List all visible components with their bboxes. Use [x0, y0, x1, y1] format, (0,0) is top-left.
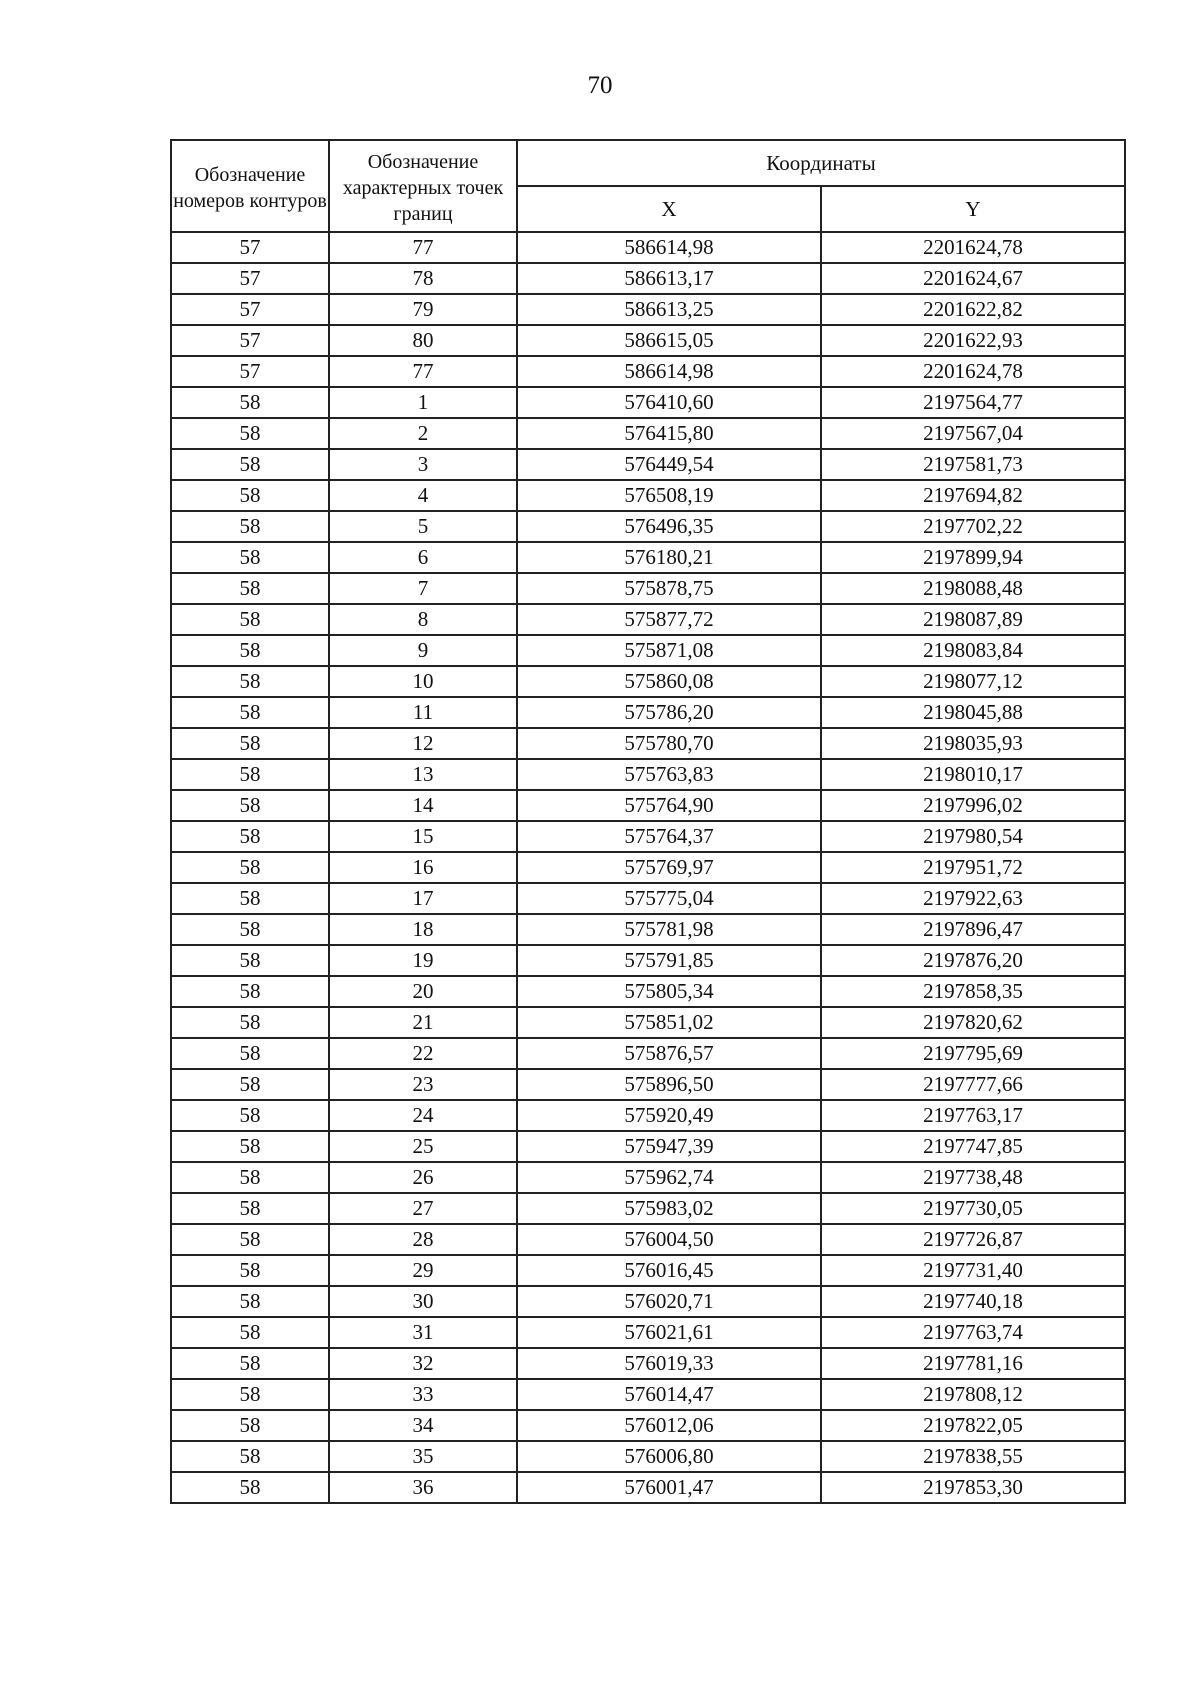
cell-point: 5: [329, 511, 517, 542]
cell-point: 13: [329, 759, 517, 790]
cell-y: 2198083,84: [821, 635, 1125, 666]
cell-contour: 58: [171, 418, 329, 449]
cell-x: 576019,33: [517, 1348, 821, 1379]
cell-contour: 58: [171, 852, 329, 883]
cell-y: 2198077,12: [821, 666, 1125, 697]
cell-y: 2197726,87: [821, 1224, 1125, 1255]
cell-y: 2198088,48: [821, 573, 1125, 604]
table-row: [171, 1007, 1125, 1038]
cell-y: 2197899,94: [821, 542, 1125, 573]
table-row: [171, 1131, 1125, 1162]
cell-point: 77: [329, 232, 517, 263]
cell-point: 28: [329, 1224, 517, 1255]
table-row: [171, 1255, 1125, 1286]
cell-point: 23: [329, 1069, 517, 1100]
table-row: [171, 294, 1125, 325]
cell-x: 575769,97: [517, 852, 821, 883]
cell-contour: 58: [171, 1348, 329, 1379]
table-row: [171, 697, 1125, 728]
cell-x: 586614,98: [517, 232, 821, 263]
table-row: [171, 325, 1125, 356]
cell-point: 4: [329, 480, 517, 511]
cell-point: 21: [329, 1007, 517, 1038]
header-x: X: [517, 186, 821, 232]
cell-point: 1: [329, 387, 517, 418]
table-row: [171, 356, 1125, 387]
cell-contour: 58: [171, 542, 329, 573]
cell-contour: 58: [171, 666, 329, 697]
table-row: [171, 1441, 1125, 1472]
cell-y: 2201622,93: [821, 325, 1125, 356]
cell-x: 576020,71: [517, 1286, 821, 1317]
cell-y: 2201622,82: [821, 294, 1125, 325]
cell-contour: 58: [171, 1286, 329, 1317]
cell-y: 2197781,16: [821, 1348, 1125, 1379]
coordinates-table: [170, 139, 1126, 1504]
table-row: [171, 914, 1125, 945]
table-row: [171, 1472, 1125, 1503]
cell-y: 2197980,54: [821, 821, 1125, 852]
cell-point: 31: [329, 1317, 517, 1348]
cell-x: 586613,25: [517, 294, 821, 325]
cell-y: 2197730,05: [821, 1193, 1125, 1224]
cell-y: 2198010,17: [821, 759, 1125, 790]
table-row: [171, 449, 1125, 480]
table-row: [171, 604, 1125, 635]
table-row: [171, 1224, 1125, 1255]
table-row: [171, 666, 1125, 697]
cell-x: 575878,75: [517, 573, 821, 604]
cell-x: 575851,02: [517, 1007, 821, 1038]
cell-x: 575877,72: [517, 604, 821, 635]
table-row: [171, 728, 1125, 759]
cell-y: 2197876,20: [821, 945, 1125, 976]
cell-contour: 57: [171, 232, 329, 263]
cell-point: 9: [329, 635, 517, 666]
cell-x: 575781,98: [517, 914, 821, 945]
cell-x: 575764,90: [517, 790, 821, 821]
table-row: [171, 542, 1125, 573]
cell-x: 575791,85: [517, 945, 821, 976]
page-number: 70: [587, 72, 613, 99]
cell-point: 80: [329, 325, 517, 356]
table-row: [171, 1162, 1125, 1193]
cell-y: 2197777,66: [821, 1069, 1125, 1100]
cell-contour: 58: [171, 976, 329, 1007]
cell-y: 2201624,78: [821, 232, 1125, 263]
cell-y: 2197738,48: [821, 1162, 1125, 1193]
cell-y: 2197763,74: [821, 1317, 1125, 1348]
cell-y: 2201624,67: [821, 263, 1125, 294]
cell-point: 30: [329, 1286, 517, 1317]
cell-y: 2197702,22: [821, 511, 1125, 542]
table-row: [171, 1038, 1125, 1069]
table-row: [171, 1100, 1125, 1131]
cell-point: 6: [329, 542, 517, 573]
cell-x: 575871,08: [517, 635, 821, 666]
cell-contour: 58: [171, 883, 329, 914]
cell-y: 2197747,85: [821, 1131, 1125, 1162]
cell-x: 575780,70: [517, 728, 821, 759]
cell-x: 575920,49: [517, 1100, 821, 1131]
cell-contour: 57: [171, 325, 329, 356]
cell-point: 22: [329, 1038, 517, 1069]
cell-x: 576410,60: [517, 387, 821, 418]
cell-contour: 58: [171, 1038, 329, 1069]
cell-contour: 58: [171, 1193, 329, 1224]
cell-point: 10: [329, 666, 517, 697]
table-row: [171, 387, 1125, 418]
cell-y: 2197853,30: [821, 1472, 1125, 1503]
cell-point: 35: [329, 1441, 517, 1472]
cell-y: 2197763,17: [821, 1100, 1125, 1131]
cell-x: 576006,80: [517, 1441, 821, 1472]
cell-contour: 57: [171, 263, 329, 294]
table-row: [171, 852, 1125, 883]
cell-x: 575764,37: [517, 821, 821, 852]
cell-x: 575947,39: [517, 1131, 821, 1162]
cell-y: 2197896,47: [821, 914, 1125, 945]
cell-point: 12: [329, 728, 517, 759]
table-row: [171, 1348, 1125, 1379]
cell-x: 576014,47: [517, 1379, 821, 1410]
table-row: [171, 883, 1125, 914]
cell-x: 575876,57: [517, 1038, 821, 1069]
cell-contour: 58: [171, 604, 329, 635]
cell-y: 2197838,55: [821, 1441, 1125, 1472]
table-row: [171, 1069, 1125, 1100]
cell-contour: 58: [171, 1162, 329, 1193]
cell-y: 2197822,05: [821, 1410, 1125, 1441]
cell-point: 25: [329, 1131, 517, 1162]
cell-contour: 58: [171, 1472, 329, 1503]
cell-contour: 58: [171, 511, 329, 542]
cell-y: 2198045,88: [821, 697, 1125, 728]
cell-point: 36: [329, 1472, 517, 1503]
table-row: [171, 759, 1125, 790]
cell-contour: 58: [171, 1255, 329, 1286]
table-row: [171, 1317, 1125, 1348]
cell-point: 3: [329, 449, 517, 480]
cell-x: 575775,04: [517, 883, 821, 914]
cell-x: 586614,98: [517, 356, 821, 387]
cell-x: 586615,05: [517, 325, 821, 356]
cell-x: 575805,34: [517, 976, 821, 1007]
cell-y: 2198087,89: [821, 604, 1125, 635]
table-row: [171, 232, 1125, 263]
cell-point: 27: [329, 1193, 517, 1224]
cell-y: 2197996,02: [821, 790, 1125, 821]
cell-contour: 58: [171, 728, 329, 759]
cell-contour: 58: [171, 1131, 329, 1162]
cell-point: 2: [329, 418, 517, 449]
table-row: [171, 1410, 1125, 1441]
cell-point: 20: [329, 976, 517, 1007]
header-contour-number: Обозначение номеров контуров: [171, 140, 329, 232]
cell-contour: 58: [171, 1317, 329, 1348]
cell-contour: 58: [171, 697, 329, 728]
cell-point: 14: [329, 790, 517, 821]
cell-y: 2197820,62: [821, 1007, 1125, 1038]
cell-y: 2197858,35: [821, 976, 1125, 1007]
cell-contour: 57: [171, 294, 329, 325]
table-row: [171, 1379, 1125, 1410]
cell-x: 576180,21: [517, 542, 821, 573]
cell-y: 2197795,69: [821, 1038, 1125, 1069]
cell-point: 24: [329, 1100, 517, 1131]
cell-point: 11: [329, 697, 517, 728]
table-header: [171, 140, 1125, 232]
header-coordinates: Координаты: [517, 140, 1125, 186]
cell-contour: 58: [171, 1410, 329, 1441]
cell-x: 575983,02: [517, 1193, 821, 1224]
cell-x: 575786,20: [517, 697, 821, 728]
cell-x: 576004,50: [517, 1224, 821, 1255]
table-row: [171, 790, 1125, 821]
table-row: [171, 821, 1125, 852]
cell-contour: 58: [171, 1069, 329, 1100]
cell-contour: 58: [171, 821, 329, 852]
cell-point: 32: [329, 1348, 517, 1379]
cell-contour: 58: [171, 1007, 329, 1038]
table-row: [171, 945, 1125, 976]
cell-contour: 58: [171, 914, 329, 945]
cell-y: 2197567,04: [821, 418, 1125, 449]
cell-x: 575962,74: [517, 1162, 821, 1193]
cell-x: 576001,47: [517, 1472, 821, 1503]
cell-y: 2197951,72: [821, 852, 1125, 883]
cell-y: 2197731,40: [821, 1255, 1125, 1286]
cell-point: 29: [329, 1255, 517, 1286]
cell-contour: 58: [171, 1100, 329, 1131]
cell-point: 34: [329, 1410, 517, 1441]
cell-y: 2197922,63: [821, 883, 1125, 914]
cell-y: 2197581,73: [821, 449, 1125, 480]
cell-y: 2197808,12: [821, 1379, 1125, 1410]
cell-x: 576016,45: [517, 1255, 821, 1286]
cell-x: 586613,17: [517, 263, 821, 294]
cell-point: 8: [329, 604, 517, 635]
cell-point: 26: [329, 1162, 517, 1193]
table-row: [171, 635, 1125, 666]
cell-contour: 58: [171, 759, 329, 790]
cell-x: 576012,06: [517, 1410, 821, 1441]
cell-contour: 58: [171, 573, 329, 604]
cell-contour: 57: [171, 356, 329, 387]
header-point-number: Обозначение характерных точек границ: [329, 140, 517, 232]
table-row: [171, 1193, 1125, 1224]
cell-y: 2197694,82: [821, 480, 1125, 511]
cell-contour: 58: [171, 480, 329, 511]
cell-point: 7: [329, 573, 517, 604]
cell-point: 15: [329, 821, 517, 852]
table-row: [171, 263, 1125, 294]
cell-point: 77: [329, 356, 517, 387]
cell-contour: 58: [171, 1441, 329, 1472]
cell-point: 19: [329, 945, 517, 976]
cell-x: 575860,08: [517, 666, 821, 697]
table-row: [171, 976, 1125, 1007]
cell-point: 17: [329, 883, 517, 914]
cell-contour: 58: [171, 945, 329, 976]
cell-x: 575896,50: [517, 1069, 821, 1100]
table-row: [171, 1286, 1125, 1317]
cell-x: 575763,83: [517, 759, 821, 790]
cell-y: 2198035,93: [821, 728, 1125, 759]
cell-x: 576415,80: [517, 418, 821, 449]
header-y: Y: [821, 186, 1125, 232]
cell-contour: 58: [171, 635, 329, 666]
table-row: [171, 480, 1125, 511]
cell-point: 16: [329, 852, 517, 883]
cell-point: 79: [329, 294, 517, 325]
cell-contour: 58: [171, 790, 329, 821]
cell-y: 2197740,18: [821, 1286, 1125, 1317]
cell-contour: 58: [171, 1224, 329, 1255]
cell-x: 576021,61: [517, 1317, 821, 1348]
table-row: [171, 511, 1125, 542]
cell-y: 2197564,77: [821, 387, 1125, 418]
cell-y: 2201624,78: [821, 356, 1125, 387]
cell-x: 576496,35: [517, 511, 821, 542]
table-row: [171, 573, 1125, 604]
cell-x: 576449,54: [517, 449, 821, 480]
cell-point: 78: [329, 263, 517, 294]
cell-x: 576508,19: [517, 480, 821, 511]
cell-contour: 58: [171, 449, 329, 480]
cell-point: 33: [329, 1379, 517, 1410]
cell-contour: 58: [171, 387, 329, 418]
table-body: [171, 232, 1125, 1503]
cell-point: 18: [329, 914, 517, 945]
cell-contour: 58: [171, 1379, 329, 1410]
table-row: [171, 418, 1125, 449]
